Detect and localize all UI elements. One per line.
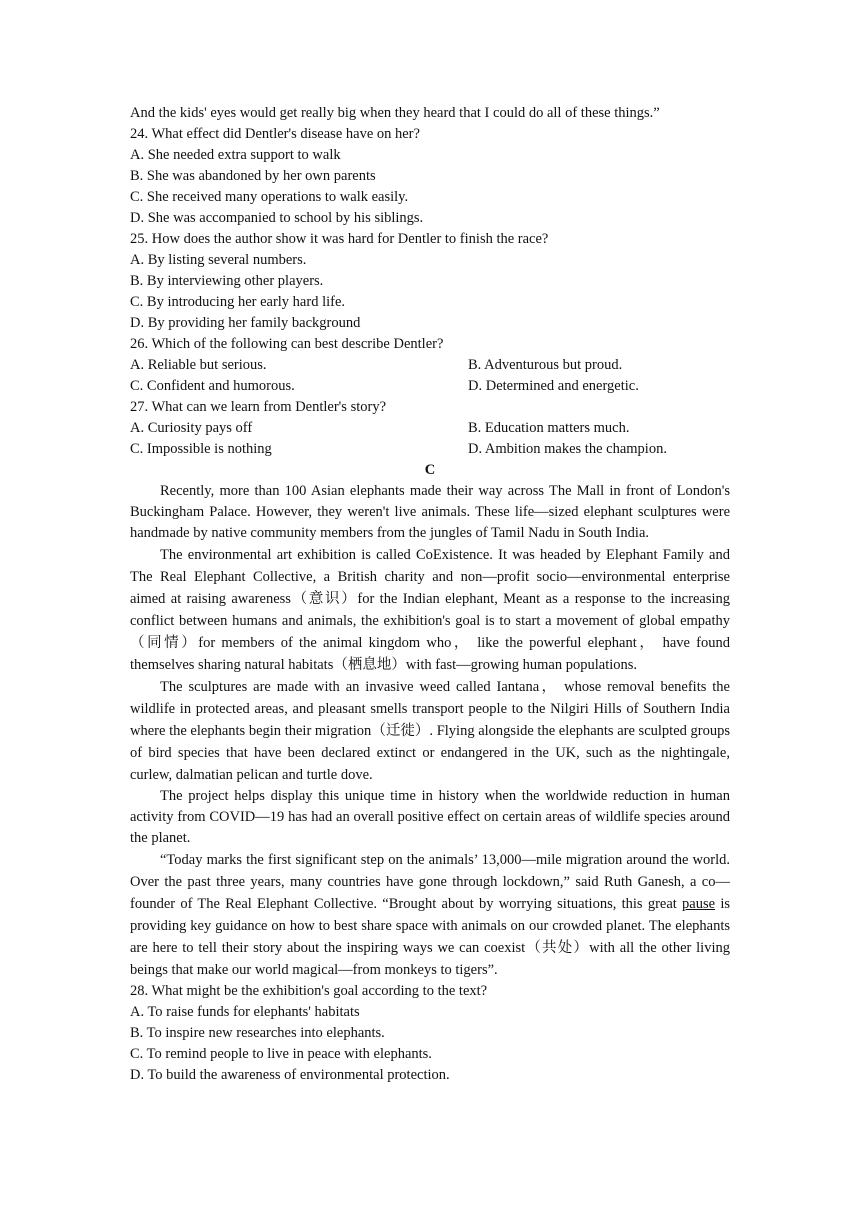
q26-options-row-1: [130, 355, 730, 376]
q25-option-c: C. By introducing her early hard life.: [130, 294, 346, 310]
passage-paragraph-5: [130, 849, 730, 981]
q27-option-d: D. Ambition makes the champion.: [468, 441, 667, 457]
paragraph-5-text-end: is providing key guidance on how to best share space with animals on our crowded planet. The elephants are here to tell their story about the inspiring ways we can coexist（共处）with all the other living beings that make our world magical—from monkeys to tigers”.: [130, 896, 730, 978]
question-25: 25. How does the author show it was hard for Dentler to finish the race?: [130, 231, 549, 247]
q26-option-c: C. Confident and humorous.: [130, 378, 295, 394]
passage-paragraph-4: The project helps display this unique time in history when the worldwide reduction in human activity from COVID—19 has had an overall positive effect on certain areas of wildlife species around the planet.: [130, 788, 730, 846]
q25-option-d: D. By providing her family background: [130, 315, 361, 331]
q28-option-a: A. To raise funds for elephants' habitats: [130, 1004, 360, 1020]
intro-line: And the kids' eyes would get really big when they heard that I could do all of these things.”: [130, 105, 660, 121]
q26-option-d: D. Determined and energetic.: [468, 378, 639, 394]
q26-option-a: A. Reliable but serious.: [130, 357, 267, 373]
passage-paragraph-1: Recently, more than 100 Asian elephants made their way across The Mall in front of London's Buckingham Palace. However, they weren't live animals. These life—sized elephant sculptures were handmade by native community members from the jungles of Tamil Nadu in South India.: [130, 483, 730, 541]
q27-option-c: C. Impossible is nothing: [130, 441, 272, 457]
q26-option-b: B. Adventurous but proud.: [468, 357, 623, 373]
document-page: [130, 103, 730, 1086]
q28-option-c: C. To remind people to live in peace with elephants.: [130, 1046, 432, 1062]
q25-option-b: B. By interviewing other players.: [130, 273, 324, 289]
q25-option-a: A. By listing several numbers.: [130, 252, 307, 268]
question-24: 24. What effect did Dentler's disease have on her?: [130, 126, 420, 142]
q24-option-a: A. She needed extra support to walk: [130, 147, 341, 163]
question-26: 26. Which of the following can best describe Dentler?: [130, 336, 444, 352]
paragraph-5-text-start: “Today marks the first significant step on the animals’ 13,000—mile migration around the world. Over the past three years, many countries have gone through lockdown,” said Ruth Ganesh, a co—founder of The Real Elephant Collective. “Brought about by worrying situations, this great: [130, 852, 730, 912]
q24-option-c: C. She received many operations to walk easily.: [130, 189, 409, 205]
q26-options-row-2: [130, 376, 730, 397]
q27-option-a: A. Curiosity pays off: [130, 420, 253, 436]
underlined-word-pause: pause: [682, 896, 716, 912]
q24-option-d: D. She was accompanied to school by his siblings.: [130, 210, 424, 226]
q27-option-b: B. Education matters much.: [468, 420, 630, 436]
section-heading: C: [424, 462, 436, 478]
passage-paragraph-3: The sculptures are made with an invasive weed called Iantana， whose removal benefits the wildlife in protected areas, and pleasant smells transport people to the Nilgiri Hills of Southern India where the elephants begin their migration（迁徙）. Flying alongside the elephants are sculpted groups of bird species that have been declared extinct or endangered in the UK, such as the nightingale, curlew, dalmatian pelican and turtle dove.: [130, 679, 730, 783]
passage-paragraph-2: The environmental art exhibition is called CoExistence. It was headed by Elephant Family and The Real Elephant Collective, a British charity and non—profit socio—environmental enterprise aimed at raising awareness（意识）for the Indian elephant, Meant as a response to the increasing conflict between humans and animals, the exhibition's goal is to start a movement of global empathy（同情）for members of the animal kingdom who， like the powerful elephant， have found themselves sharing natural habitats（栖息地）with fast—growing human populations.: [130, 547, 730, 673]
q28-option-d: D. To build the awareness of environmental protection.: [130, 1067, 450, 1083]
question-27: 27. What can we learn from Dentler's story?: [130, 399, 387, 415]
q27-options-row-1: [130, 418, 730, 439]
q28-option-b: B. To inspire new researches into elephants.: [130, 1025, 385, 1041]
question-28: 28. What might be the exhibition's goal according to the text?: [130, 983, 488, 999]
q24-option-b: B. She was abandoned by her own parents: [130, 168, 376, 184]
q27-options-row-2: [130, 439, 730, 460]
